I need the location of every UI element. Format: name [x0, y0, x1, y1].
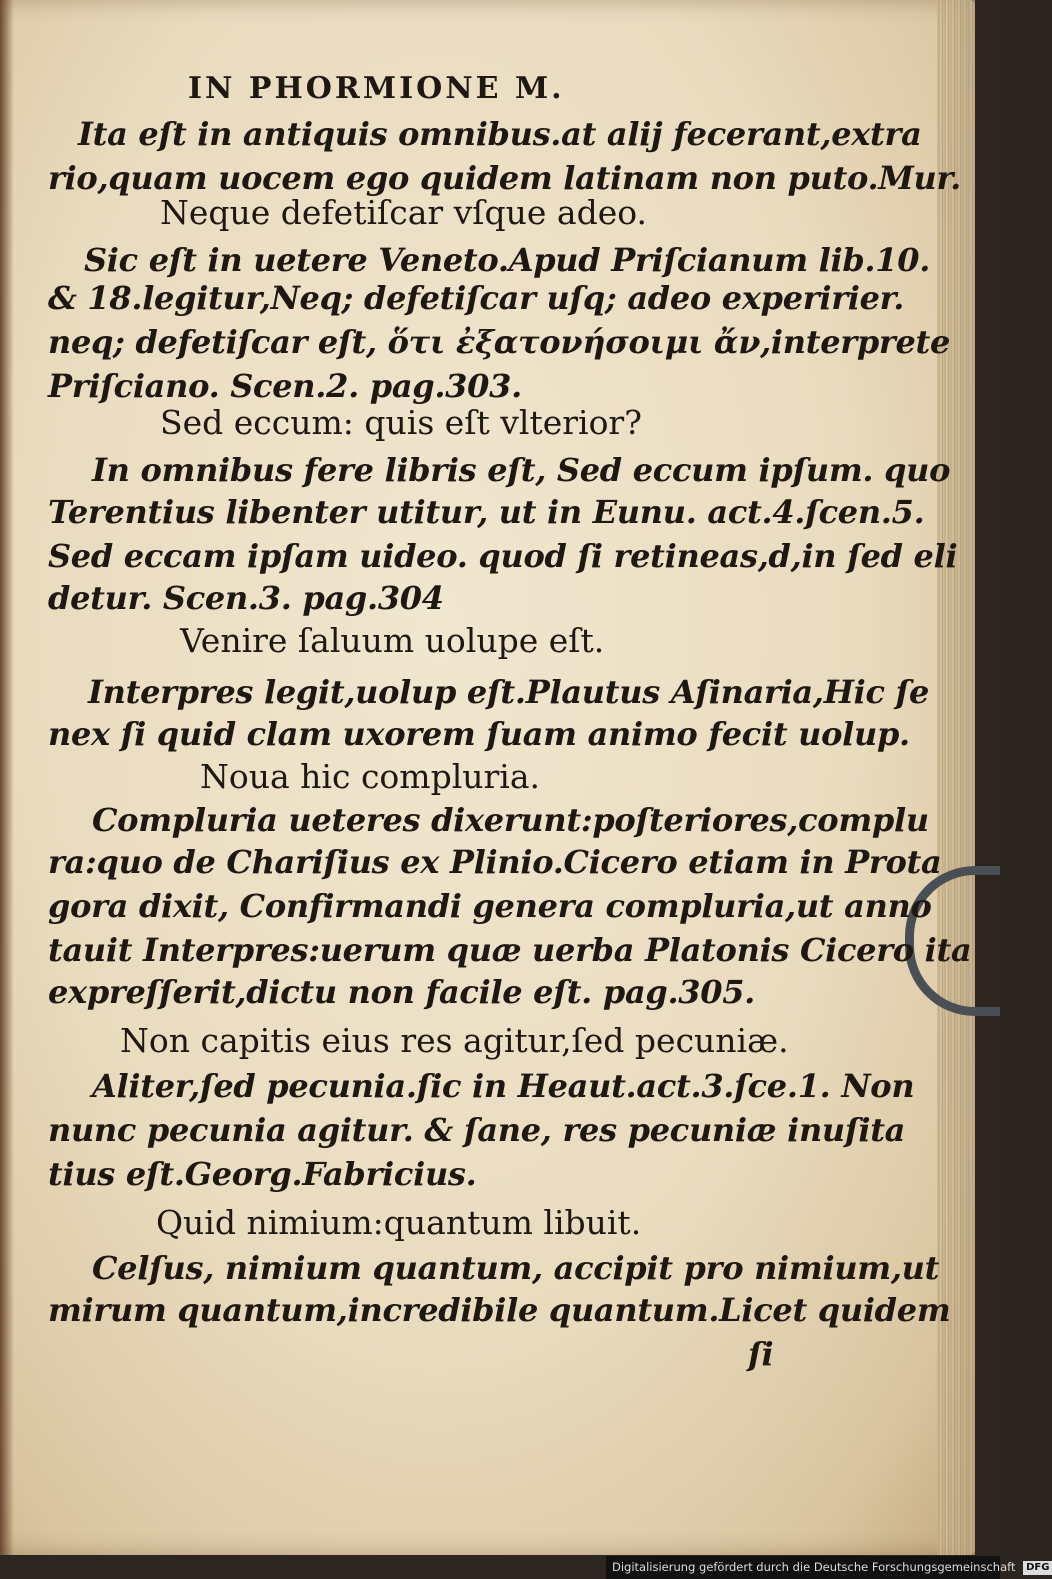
- commentary-line: Terentius libenter utitur, ut in Eunu. act.4.ſcen.5.: [48, 493, 925, 531]
- commentary-line: detur. Scen.3. pag.304: [48, 579, 444, 617]
- commentary-line: mirum quantum,incredibile quantum.Licet quidem: [48, 1291, 951, 1329]
- lemma-line: Non capitis eius res agitur,ſed pecuniæ.: [120, 1021, 789, 1060]
- commentary-line: tauit Interpres:uerum quæ uerba Platonis Cicero ita: [48, 931, 972, 969]
- commentary-line: gora dixit, Confirmandi genera compluria,ut anno: [48, 887, 932, 925]
- commentary-line: Aliter,ſed pecunia.ſic in Heaut.act.3.ſce.1. Non: [92, 1067, 915, 1105]
- credit-text: Digitalisierung gefördert durch die Deutsche Forschungsgemeinschaft: [612, 1560, 1016, 1574]
- commentary-line: Interpres legit,uolup eſt.Plautus Aſinaria,Hic ſe: [88, 673, 930, 711]
- commentary-line: tius eſt.Georg.Fabricius.: [48, 1155, 477, 1193]
- lemma-line: Neque defetiſcar vſque adeo.: [160, 193, 648, 232]
- commentary-line: Ita eſt in antiquis omnibus.at alij fecerant,extra: [78, 115, 922, 153]
- lemma-line: Noua hic compluria.: [200, 757, 541, 796]
- commentary-line: rio,quam uocem ego quidem latinam non puto.Mur.: [48, 159, 961, 197]
- lemma-line: Venire ſaluum uolupe eſt.: [180, 621, 605, 660]
- commentary-line: Priſciano. Scen.2. pag.303.: [48, 367, 522, 405]
- commentary-line: In omnibus fere libris eſt, Sed eccum ipſum. quo: [92, 451, 951, 489]
- commentary-line: ra:quo de Chariſius ex Plinio.Cicero etiam in Prota: [48, 843, 942, 881]
- digitization-credit: [606, 1556, 1050, 1579]
- commentary-line: & 18.legitur,Neq; defetiſcar uſq; adeo experirier.: [48, 279, 905, 317]
- commentary-line: neq; defetiſcar eſt, ὅτι ἐξατονήσοιμι ἄν,interprete: [48, 323, 951, 361]
- commentary-line: nex ſi quid clam uxorem ſuam animo fecit uolup.: [48, 715, 910, 753]
- running-header: IN PHORMIONE M.: [188, 71, 565, 106]
- commentary-line: Sed eccam ipſam uideo. quod ſi retineas,d,in ſed eli: [48, 537, 958, 575]
- commentary-line: Sic eſt in uetere Veneto.Apud Priſcianum lib.10.: [84, 241, 931, 279]
- commentary-line: expreſſerit,dictu non facile eſt. pag.305.: [48, 973, 756, 1011]
- lemma-line: Quid nimium:quantum libuit.: [156, 1203, 642, 1242]
- commentary-line: nunc pecunia agitur. & ſane, res pecuniæ inuſita: [48, 1111, 906, 1149]
- commentary-line: Compluria ueteres dixerunt:poſteriores,complu: [92, 801, 929, 839]
- dfg-logo: DFG: [1023, 1561, 1052, 1575]
- commentary-line: Celſus, nimium quantum, accipit pro nimium,ut: [92, 1249, 940, 1287]
- commentary-line: ſi: [748, 1335, 774, 1373]
- page-gutter: [0, 0, 14, 1555]
- lemma-line: Sed eccum: quis eſt vlterior?: [160, 403, 642, 442]
